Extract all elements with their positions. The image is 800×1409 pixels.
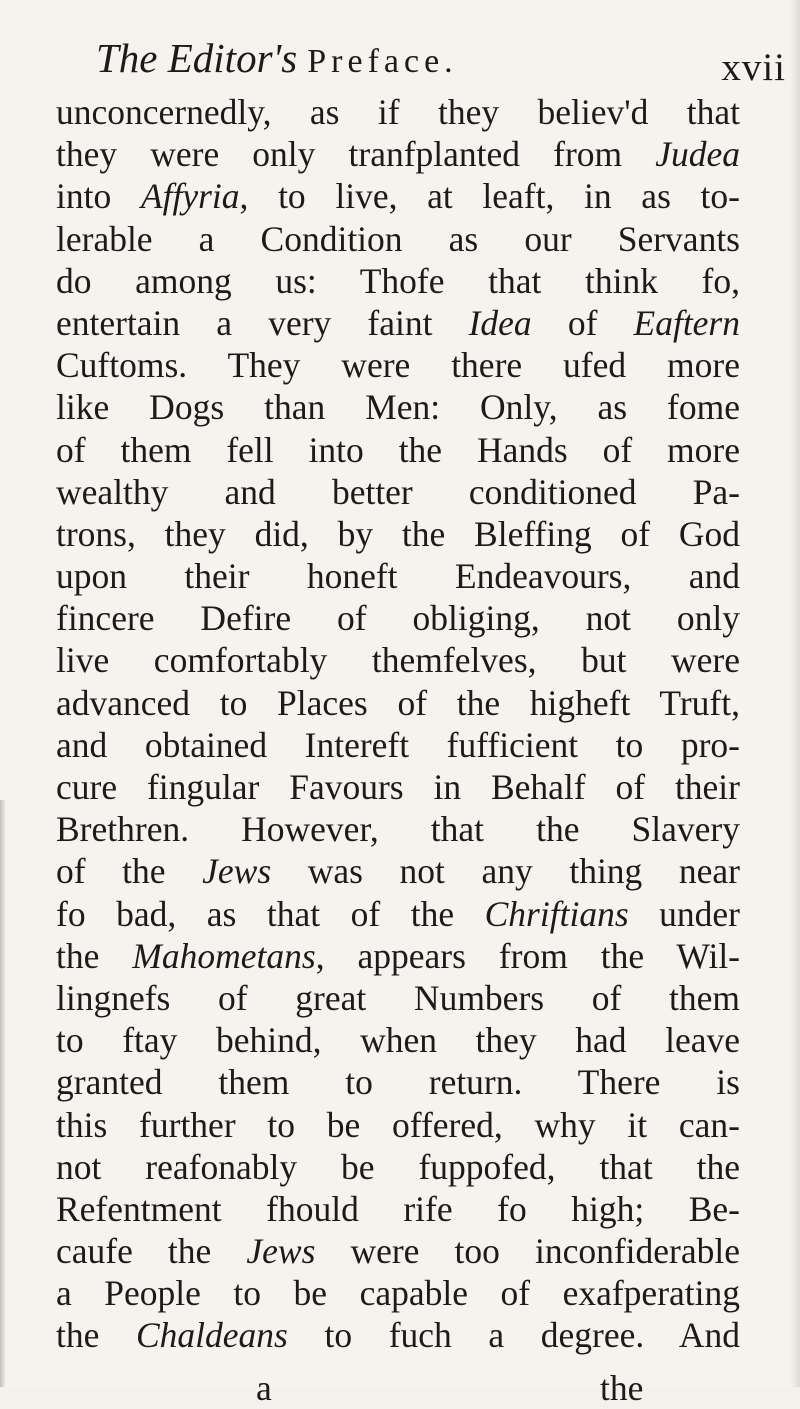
- text-run: do among us: Thofe that think fo,: [56, 260, 740, 301]
- italic-run: Judea: [655, 134, 740, 175]
- text-line: [56, 218, 740, 260]
- text-line: [56, 555, 740, 597]
- text-run: this further to be offered, why it can-: [56, 1104, 740, 1145]
- text-run: unconcernedly, as if they believ'd that: [56, 92, 740, 132]
- text-run: lingnefs of great Numbers of them: [56, 977, 740, 1018]
- text-run: to fuch a degree. And: [287, 1315, 740, 1356]
- italic-run: Mahometans: [132, 935, 316, 976]
- text-line: [56, 893, 740, 935]
- text-line: [56, 682, 740, 724]
- text-run: and obtained Intereft fufficient to pro-: [56, 724, 740, 765]
- text-run: wealthy and better conditioned Pa-: [56, 471, 740, 512]
- text-run: like Dogs than Men: Only, as fome: [56, 387, 740, 428]
- text-run: Brethren. However, that the Slavery: [56, 809, 740, 850]
- catchword: the: [600, 1368, 644, 1408]
- binding-edge: [0, 800, 5, 1387]
- text-run: a People to be capable of exafperating: [56, 1273, 740, 1314]
- text-run: Cuftoms. They were there ufed more: [56, 345, 740, 386]
- text-line: [56, 175, 740, 217]
- text-line: [56, 935, 740, 977]
- text-line: [56, 850, 740, 892]
- text-line: [56, 1061, 740, 1103]
- running-title-italic: The Editor's: [96, 35, 298, 81]
- running-title-caps: Preface.: [307, 43, 458, 80]
- text-run: they were only tranfplanted from: [56, 134, 656, 175]
- text-run: live comfortably themfelves, but were: [56, 640, 740, 681]
- text-run: the: [56, 1315, 136, 1356]
- page-edge-shadow: [790, 0, 800, 1387]
- text-line: [56, 1188, 740, 1230]
- text-line: [56, 471, 740, 513]
- italic-run: Chaldeans: [135, 1315, 288, 1356]
- text-run: fincere Defire of obliging, not only: [56, 598, 740, 639]
- text-run: of them fell into the Hands of more: [56, 429, 740, 470]
- italic-run: Affyria: [140, 176, 240, 217]
- text-run: upon their honeft Endeavours, and: [56, 556, 740, 597]
- italic-run: Eaftern: [633, 302, 740, 343]
- text-line: [56, 302, 740, 344]
- text-line: [56, 1019, 740, 1061]
- text-line: [56, 386, 740, 428]
- text-run: cure fingular Favours in Behalf of their: [56, 767, 740, 807]
- text-run: under: [628, 893, 740, 934]
- text-run: , appears from the Wil-: [315, 935, 741, 976]
- text-line: [56, 808, 740, 850]
- signature-mark: a: [256, 1368, 272, 1408]
- running-title: [96, 34, 458, 86]
- text-line: [56, 1104, 740, 1146]
- text-run: was not any thing near: [271, 851, 740, 892]
- text-line: [56, 766, 740, 808]
- italic-run: Jews: [202, 851, 272, 892]
- text-run: were too inconfiderable: [315, 1231, 740, 1272]
- page-number: xvii: [721, 46, 786, 89]
- text-line: [56, 977, 740, 1019]
- text-line: [56, 1314, 740, 1356]
- text-run: granted them to return. There is: [56, 1062, 740, 1103]
- text-run: lerable a Condition as our Servants: [56, 218, 740, 259]
- text-run: , to live, at leaft, in as to-: [239, 176, 740, 217]
- text-line: [56, 429, 740, 471]
- text-run: entertain a very faint: [56, 302, 469, 343]
- text-run: of: [531, 302, 634, 343]
- text-run: trons, they did, by the Bleffing of God: [56, 513, 740, 554]
- text-line: [56, 133, 740, 175]
- text-run: to ftay behind, when they had leave: [56, 1020, 740, 1061]
- text-run: caufe the: [56, 1231, 247, 1272]
- italic-run: Jews: [246, 1231, 316, 1272]
- text-line: [56, 1272, 740, 1314]
- text-line: [56, 344, 740, 386]
- text-run: into: [56, 176, 141, 217]
- text-run: fo bad, as that of the: [56, 893, 485, 934]
- text-line: [56, 260, 740, 302]
- text-line: [56, 513, 740, 555]
- text-run: Refentment fhould rife fo high; Be-: [56, 1188, 740, 1229]
- text-line: [56, 1230, 740, 1272]
- italic-run: Idea: [468, 302, 532, 343]
- text-run: the: [56, 935, 133, 976]
- text-line: [56, 1146, 740, 1188]
- text-line: [56, 91, 740, 133]
- text-line: [56, 597, 740, 639]
- text-run: advanced to Places of the higheft Truft,: [56, 682, 740, 723]
- text-run: not reafonably be fuppofed, that the: [56, 1146, 740, 1187]
- text-run: of the: [56, 851, 203, 892]
- body-text: [56, 91, 740, 1357]
- text-line: [56, 639, 740, 681]
- running-header: [96, 26, 786, 89]
- text-line: [56, 724, 740, 766]
- italic-run: Chriftians: [484, 893, 629, 934]
